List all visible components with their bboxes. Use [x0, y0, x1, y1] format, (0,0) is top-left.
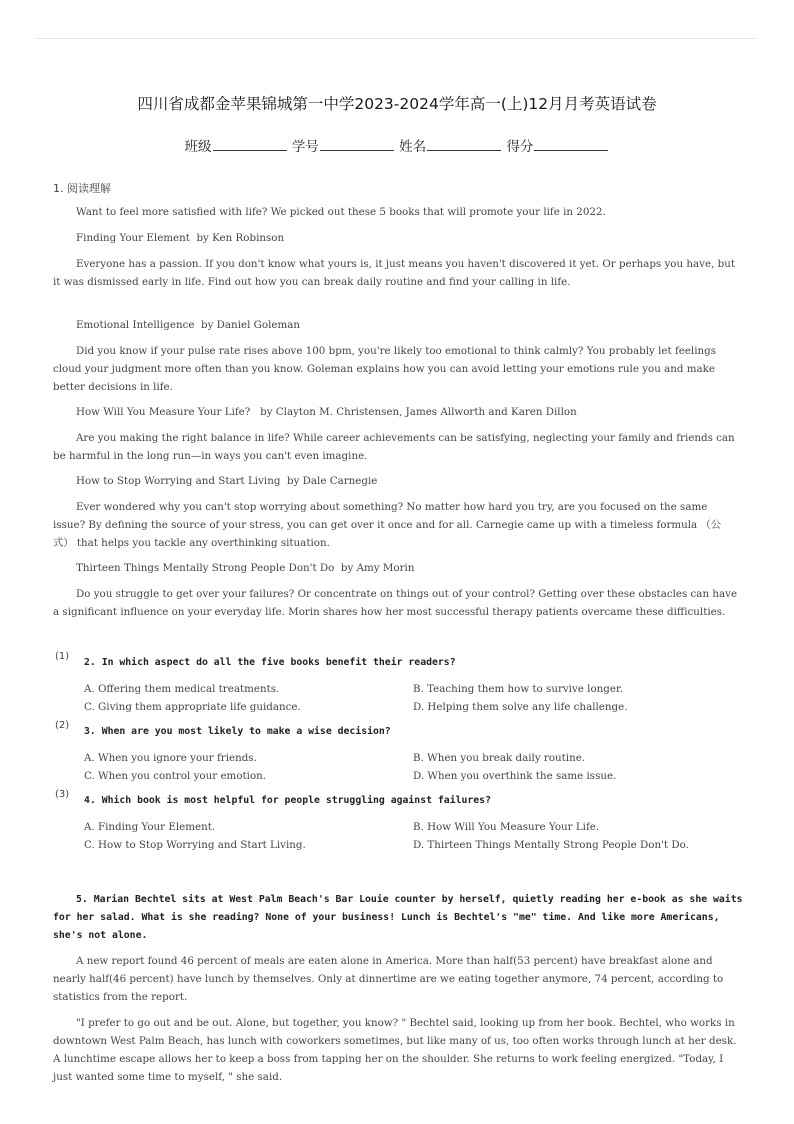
- book-title-line: How Will You Measure Your Life? by Clayton M. Christensen, James Allworth and Karen Dillon: [76, 406, 577, 418]
- top-divider: [36, 38, 758, 39]
- book-title-line: Finding Your Element by Ken Robinson: [76, 232, 285, 244]
- section-heading: 1. 阅读理解: [53, 182, 111, 195]
- option-b[interactable]: B. Teaching them how to survive longer.: [413, 683, 624, 695]
- student-number-label: 学号: [291, 139, 319, 155]
- option-c[interactable]: C. How to Stop Worrying and Start Living.: [84, 839, 306, 851]
- class-blank[interactable]: [213, 138, 287, 151]
- name-blank[interactable]: [427, 138, 501, 151]
- option-d[interactable]: D. When you overthink the same issue.: [413, 770, 617, 782]
- page-title: 四川省成都金苹果锦城第一中学2023-2024学年高一(上)12月月考英语试卷: [137, 95, 657, 113]
- subquestion-number: (2): [55, 720, 70, 731]
- option-a[interactable]: A. Offering them medical treatments.: [84, 683, 280, 695]
- option-b[interactable]: B. When you break daily routine.: [413, 752, 586, 764]
- score-blank[interactable]: [534, 138, 608, 151]
- book-title-line: How to Stop Worrying and Start Living by Dale Carnegie: [76, 475, 378, 487]
- score-label: 得分: [506, 139, 534, 155]
- book-description: Ever wondered why you can't stop worrying about something? No matter how hard you try, are you focused on the same issue? By defining the source of your stress, you can get over it once and for all. Carnegie came up with a timeless formula （公式） that helps you tackle any overthinking situation.: [53, 501, 722, 549]
- passage-paragraph: "I prefer to go out and be out. Alone, but together, you know? " Bechtel said, looking up from her book. Bechtel, who works in downtown West Palm Beach, has lunch with coworkers sometimes, but like many of us, too often works through lunch at her desk. A lunchtime escape allows her to keep a boss from tapping her on the shoulder. She returns to work feeling energized. "Today, I just wanted some time to myself, " she said.: [53, 1017, 737, 1083]
- book-description: Are you making the right balance in life? While career achievements can be satisfying, neglecting your family and friends can be harmful in the long run—in ways you can't even imagine.: [53, 432, 735, 462]
- option-a[interactable]: A. Finding Your Element.: [84, 821, 216, 833]
- intro-paragraph: Want to feel more satisfied with life? We picked out these 5 books that will promote your life in 2022.: [76, 206, 606, 218]
- book-title-line: Thirteen Things Mentally Strong People Don't Do by Amy Morin: [76, 562, 415, 574]
- option-a[interactable]: A. When you ignore your friends.: [84, 752, 257, 764]
- passage-lead-paragraph: 5. Marian Bechtel sits at West Palm Beach's Bar Louie counter by herself, quietly reading her e-book as she waits for her salad. What is she reading? None of your business! Lunch is Bechtel's "me" time. And like more Americans, she's not alone.: [53, 894, 743, 941]
- student-number-blank[interactable]: [320, 138, 394, 151]
- question-text: 4. Which book is most helpful for people struggling against failures?: [84, 795, 491, 806]
- option-b[interactable]: B. How Will You Measure Your Life.: [413, 821, 600, 833]
- option-d[interactable]: D. Thirteen Things Mentally Strong People Don't Do.: [413, 839, 689, 851]
- name-label: 姓名: [399, 139, 427, 155]
- option-d[interactable]: D. Helping them solve any life challenge.: [413, 701, 628, 713]
- book-title-line: Emotional Intelligence by Daniel Goleman: [76, 319, 300, 331]
- student-info-fields: [0, 135, 794, 155]
- option-c[interactable]: C. When you control your emotion.: [84, 770, 267, 782]
- question-text: 2. In which aspect do all the five books benefit their readers?: [84, 657, 456, 668]
- subquestion-number: (1): [55, 651, 70, 662]
- class-label: 班级: [184, 139, 212, 155]
- option-c[interactable]: C. Giving them appropriate life guidance.: [84, 701, 301, 713]
- subquestion-number: (3): [55, 789, 70, 800]
- book-description: Everyone has a passion. If you don't know what yours is, it just means you haven't discovered it yet. Or perhaps you have, but it was dismissed early in life. Find out how you can break daily routine and find your calling in life.: [53, 258, 735, 288]
- question-text: 3. When are you most likely to make a wise decision?: [84, 726, 391, 737]
- book-description: Did you know if your pulse rate rises above 100 bpm, you're likely too emotional to think calmly? You probably let feelings cloud your judgment more often than you know. Goleman explains how you can avoid letting your emotions rule you and make better decisions in life.: [53, 345, 717, 393]
- book-description: Do you struggle to get over your failures? Or concentrate on things out of your control? Getting over these obstacles can have a significant influence on your everyday life. Morin shares how her most successful therapy patients overcame these difficulties.: [53, 588, 738, 618]
- passage-paragraph: A new report found 46 percent of meals are eaten alone in America. More than half(53 percent) have breakfast alone and nearly half(46 percent) have lunch by themselves. Only at dinnertime are we eating together anymore, 74 percent, according to statistics from the report.: [53, 955, 724, 1003]
